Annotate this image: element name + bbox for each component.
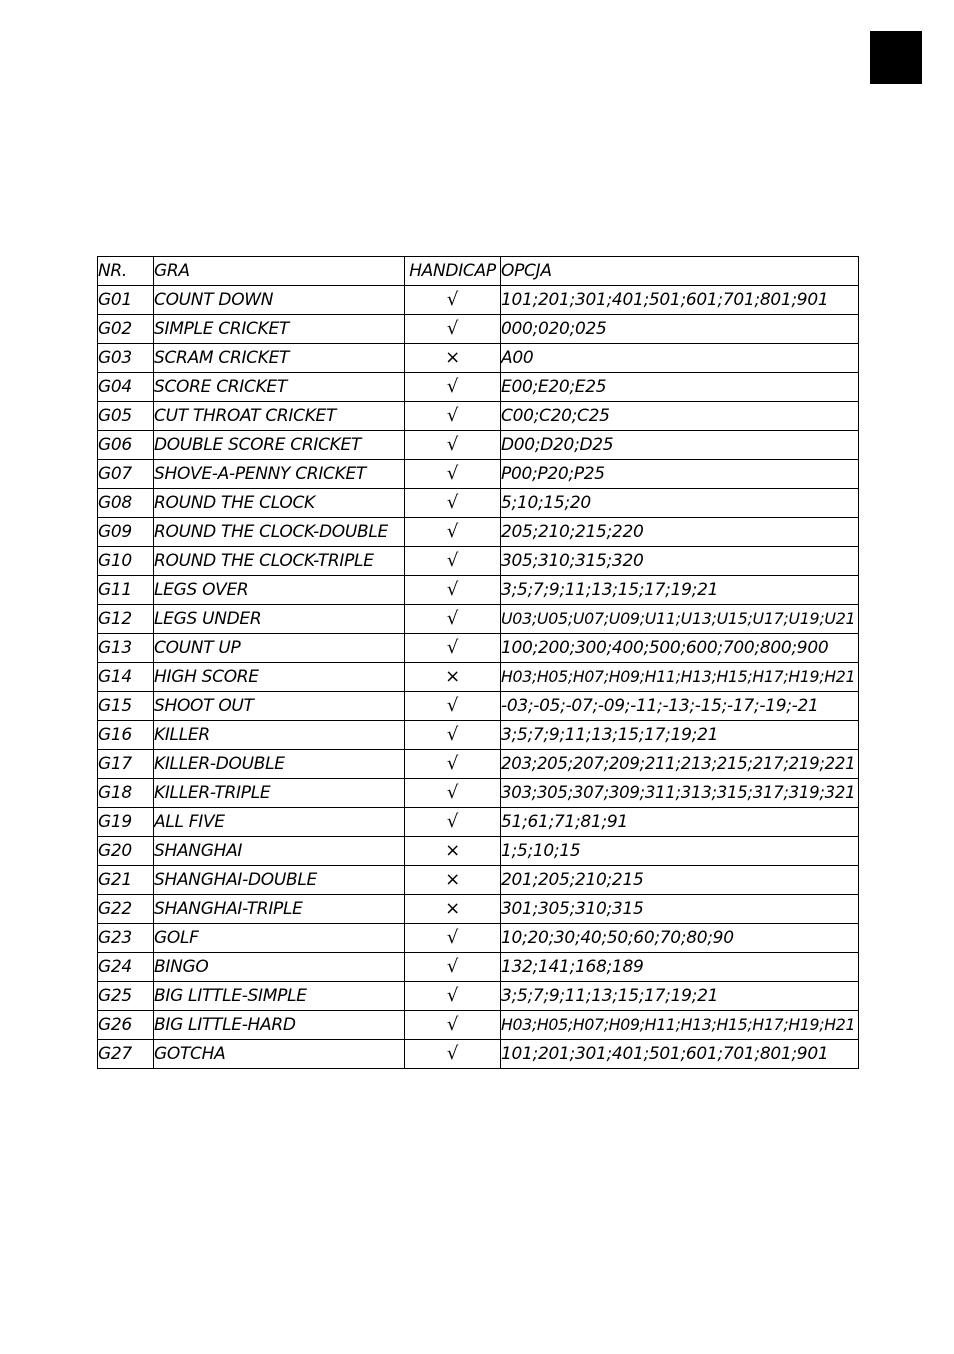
option-cell: 000;020;025	[501, 315, 859, 344]
game-name-cell: LEGS OVER	[154, 576, 405, 605]
handicap-cell	[405, 286, 501, 315]
game-name-cell: SHANGHAI-DOUBLE	[154, 866, 405, 895]
game-number-cell: G10	[98, 547, 154, 576]
handicap-cell	[405, 634, 501, 663]
game-name-cell: COUNT DOWN	[154, 286, 405, 315]
game-name-cell: SIMPLE CRICKET	[154, 315, 405, 344]
table-row	[98, 750, 859, 779]
game-name-cell: GOLF	[154, 924, 405, 953]
handicap-cell	[405, 721, 501, 750]
table-row	[98, 634, 859, 663]
cross-mark-icon: ×	[445, 869, 460, 890]
game-name-cell: HIGH SCORE	[154, 663, 405, 692]
game-name-cell: SHANGHAI-TRIPLE	[154, 895, 405, 924]
game-number-cell: G20	[98, 837, 154, 866]
check-mark-icon: √	[446, 492, 459, 513]
option-cell: U03;U05;U07;U09;U11;U13;U15;U17;U19;U21	[501, 605, 859, 634]
game-number-cell: G23	[98, 924, 154, 953]
header-nr: NR.	[98, 257, 154, 286]
table-row	[98, 982, 859, 1011]
table-row	[98, 779, 859, 808]
game-name-cell: BIG LITTLE-HARD	[154, 1011, 405, 1040]
table-row	[98, 605, 859, 634]
game-number-cell: G27	[98, 1040, 154, 1069]
table-row	[98, 924, 859, 953]
handicap-cell	[405, 924, 501, 953]
check-mark-icon: √	[446, 637, 459, 658]
game-name-cell: ROUND THE CLOCK	[154, 489, 405, 518]
game-name-cell: SHANGHAI	[154, 837, 405, 866]
handicap-cell	[405, 315, 501, 344]
game-name-cell: BIG LITTLE-SIMPLE	[154, 982, 405, 1011]
game-number-cell: G19	[98, 808, 154, 837]
game-name-cell: COUNT UP	[154, 634, 405, 663]
table-row	[98, 460, 859, 489]
game-number-cell: G24	[98, 953, 154, 982]
game-number-cell: G03	[98, 344, 154, 373]
table-row	[98, 663, 859, 692]
game-name-cell: KILLER-DOUBLE	[154, 750, 405, 779]
handicap-cell	[405, 692, 501, 721]
game-number-cell: G02	[98, 315, 154, 344]
check-mark-icon: √	[446, 724, 459, 745]
option-cell: 101;201;301;401;501;601;701;801;901	[501, 1040, 859, 1069]
game-number-cell: G15	[98, 692, 154, 721]
table-row	[98, 286, 859, 315]
table-row	[98, 1011, 859, 1040]
cross-mark-icon: ×	[445, 347, 460, 368]
game-number-cell: G06	[98, 431, 154, 460]
table-row	[98, 431, 859, 460]
game-name-cell: KILLER	[154, 721, 405, 750]
cross-mark-icon: ×	[445, 666, 460, 687]
option-cell: C00;C20;C25	[501, 402, 859, 431]
check-mark-icon: √	[446, 463, 459, 484]
table-row	[98, 1040, 859, 1069]
option-cell: 301;305;310;315	[501, 895, 859, 924]
cross-mark-icon: ×	[445, 898, 460, 919]
check-mark-icon: √	[446, 1014, 459, 1035]
option-cell: 305;310;315;320	[501, 547, 859, 576]
handicap-cell	[405, 518, 501, 547]
game-number-cell: G11	[98, 576, 154, 605]
handicap-cell	[405, 605, 501, 634]
game-name-cell: GOTCHA	[154, 1040, 405, 1069]
handicap-cell	[405, 402, 501, 431]
game-name-cell: ROUND THE CLOCK-TRIPLE	[154, 547, 405, 576]
handicap-cell	[405, 344, 501, 373]
game-number-cell: G13	[98, 634, 154, 663]
game-name-cell: CUT THROAT CRICKET	[154, 402, 405, 431]
check-mark-icon: √	[446, 695, 459, 716]
check-mark-icon: √	[446, 521, 459, 542]
table-row	[98, 518, 859, 547]
table-row	[98, 547, 859, 576]
check-mark-icon: √	[446, 811, 459, 832]
check-mark-icon: √	[446, 927, 459, 948]
handicap-cell	[405, 663, 501, 692]
game-number-cell: G17	[98, 750, 154, 779]
game-number-cell: G26	[98, 1011, 154, 1040]
handicap-cell	[405, 982, 501, 1011]
game-number-cell: G08	[98, 489, 154, 518]
table-row	[98, 692, 859, 721]
handicap-cell	[405, 750, 501, 779]
table-row	[98, 837, 859, 866]
game-number-cell: G05	[98, 402, 154, 431]
game-number-cell: G25	[98, 982, 154, 1011]
game-name-cell: DOUBLE SCORE CRICKET	[154, 431, 405, 460]
table-row	[98, 721, 859, 750]
option-cell: 101;201;301;401;501;601;701;801;901	[501, 286, 859, 315]
game-name-cell: LEGS UNDER	[154, 605, 405, 634]
check-mark-icon: √	[446, 956, 459, 977]
games-table-body	[98, 257, 859, 1069]
cross-mark-icon: ×	[445, 840, 460, 861]
table-row	[98, 895, 859, 924]
header-opcja: OPCJA	[501, 257, 859, 286]
option-cell: 205;210;215;220	[501, 518, 859, 547]
handicap-cell	[405, 547, 501, 576]
handicap-cell	[405, 866, 501, 895]
game-number-cell: G14	[98, 663, 154, 692]
option-cell: 5;10;15;20	[501, 489, 859, 518]
option-cell: 1;5;10;15	[501, 837, 859, 866]
handicap-cell	[405, 779, 501, 808]
game-number-cell: G01	[98, 286, 154, 315]
handicap-cell	[405, 808, 501, 837]
option-cell: 3;5;7;9;11;13;15;17;19;21	[501, 721, 859, 750]
handicap-cell	[405, 837, 501, 866]
option-cell: 51;61;71;81;91	[501, 808, 859, 837]
table-header-row	[98, 257, 859, 286]
check-mark-icon: √	[446, 434, 459, 455]
handicap-cell	[405, 431, 501, 460]
game-name-cell: SCORE CRICKET	[154, 373, 405, 402]
handicap-cell	[405, 489, 501, 518]
option-cell: D00;D20;D25	[501, 431, 859, 460]
handicap-cell	[405, 576, 501, 605]
option-cell: E00;E20;E25	[501, 373, 859, 402]
handicap-cell	[405, 895, 501, 924]
option-cell: 3;5;7;9;11;13;15;17;19;21	[501, 576, 859, 605]
table-row	[98, 953, 859, 982]
check-mark-icon: √	[446, 289, 459, 310]
header-handicap: HANDICAP	[405, 257, 501, 286]
option-cell: H03;H05;H07;H09;H11;H13;H15;H17;H19;H21	[501, 1011, 859, 1040]
table-row	[98, 373, 859, 402]
check-mark-icon: √	[446, 579, 459, 600]
handicap-cell	[405, 460, 501, 489]
table-row	[98, 489, 859, 518]
game-number-cell: G21	[98, 866, 154, 895]
option-cell: 132;141;168;189	[501, 953, 859, 982]
check-mark-icon: √	[446, 318, 459, 339]
option-cell: 10;20;30;40;50;60;70;80;90	[501, 924, 859, 953]
option-cell: H03;H05;H07;H09;H11;H13;H15;H17;H19;H21	[501, 663, 859, 692]
option-cell: 201;205;210;215	[501, 866, 859, 895]
page-corner-tab	[870, 31, 922, 84]
table-row	[98, 576, 859, 605]
game-name-cell: BINGO	[154, 953, 405, 982]
option-cell: A00	[501, 344, 859, 373]
handicap-cell	[405, 953, 501, 982]
game-number-cell: G18	[98, 779, 154, 808]
option-cell: 303;305;307;309;311;313;315;317;319;321	[501, 779, 859, 808]
game-name-cell: SCRAM CRICKET	[154, 344, 405, 373]
option-cell: 203;205;207;209;211;213;215;217;219;221	[501, 750, 859, 779]
game-number-cell: G09	[98, 518, 154, 547]
game-number-cell: G12	[98, 605, 154, 634]
game-number-cell: G07	[98, 460, 154, 489]
games-table	[97, 256, 859, 1069]
handicap-cell	[405, 1040, 501, 1069]
game-name-cell: SHOOT OUT	[154, 692, 405, 721]
option-cell: -03;-05;-07;-09;-11;-13;-15;-17;-19;-21	[501, 692, 859, 721]
game-name-cell: KILLER-TRIPLE	[154, 779, 405, 808]
check-mark-icon: √	[446, 608, 459, 629]
option-cell: 3;5;7;9;11;13;15;17;19;21	[501, 982, 859, 1011]
check-mark-icon: √	[446, 753, 459, 774]
check-mark-icon: √	[446, 1043, 459, 1064]
table-row	[98, 808, 859, 837]
check-mark-icon: √	[446, 376, 459, 397]
game-number-cell: G22	[98, 895, 154, 924]
check-mark-icon: √	[446, 782, 459, 803]
table-row	[98, 344, 859, 373]
game-name-cell: ROUND THE CLOCK-DOUBLE	[154, 518, 405, 547]
table-row	[98, 866, 859, 895]
game-name-cell: ALL FIVE	[154, 808, 405, 837]
check-mark-icon: √	[446, 985, 459, 1006]
option-cell: 100;200;300;400;500;600;700;800;900	[501, 634, 859, 663]
table-row	[98, 402, 859, 431]
check-mark-icon: √	[446, 550, 459, 571]
table-row	[98, 315, 859, 344]
header-gra: GRA	[154, 257, 405, 286]
game-number-cell: G16	[98, 721, 154, 750]
game-name-cell: SHOVE-A-PENNY CRICKET	[154, 460, 405, 489]
game-number-cell: G04	[98, 373, 154, 402]
handicap-cell	[405, 373, 501, 402]
check-mark-icon: √	[446, 405, 459, 426]
handicap-cell	[405, 1011, 501, 1040]
option-cell: P00;P20;P25	[501, 460, 859, 489]
